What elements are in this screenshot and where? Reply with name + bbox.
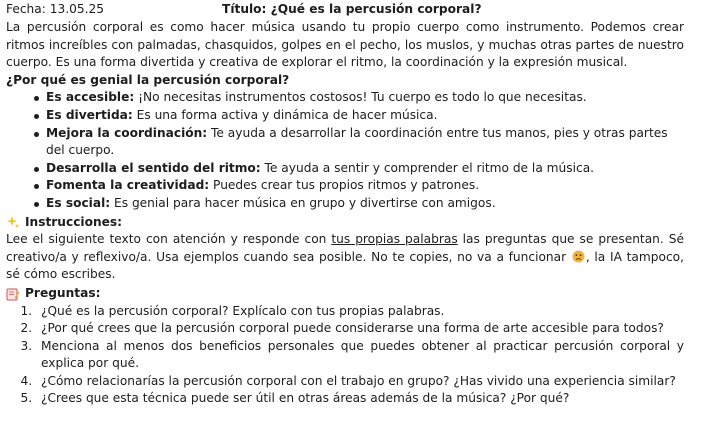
- list-item: 5. ¿Crees que esta técnica puede ser útil en otras áreas además de la música? ¿Por qué?: [36, 390, 684, 408]
- instructions-heading-row: [6, 214, 684, 232]
- sparkles-icon: [6, 215, 20, 229]
- benefit-title: Desarrolla el sentido del ritmo:: [46, 160, 261, 175]
- benefit-text: Te ayuda a desarrollar la coordinación entre tus manos, pies y otras partes del cuerpo.: [46, 125, 668, 158]
- instructions-underlined: tus propias palabras: [331, 232, 458, 247]
- benefit-text: Te ayuda a sentir y comprender el ritmo de la música.: [260, 160, 595, 175]
- instructions-heading: Instrucciones:: [25, 214, 123, 229]
- benefit-title: Mejora la coordinación:: [46, 125, 208, 140]
- sad-face-emoji: [572, 250, 585, 263]
- benefit-title: Es accesible:: [46, 90, 135, 105]
- list-item: [46, 107, 684, 125]
- benefit-text: Puedes crear tus propios ritmos y patrones.: [209, 178, 480, 193]
- questions-list: [6, 303, 684, 409]
- benefit-title: Es divertida:: [46, 107, 133, 122]
- questions-heading: Preguntas:: [25, 285, 101, 300]
- benefit-title: Fomenta la creatividad:: [46, 178, 210, 193]
- list-item: [46, 125, 684, 160]
- list-item: 4. ¿Cómo relacionarías la percusión corporal con el trabajo en grupo? ¿Has vivido una experiencia similar?: [36, 373, 684, 391]
- instructions-paragraph: [6, 231, 684, 284]
- why-heading: ¿Por qué es genial la percusión corporal?: [6, 72, 290, 87]
- list-item: [46, 89, 684, 107]
- benefit-text: ¡No necesitas instrumentos costosos! Tu cuerpo es todo lo que necesitas.: [134, 90, 587, 105]
- benefits-list: [6, 89, 684, 212]
- title-label: Título:: [222, 2, 267, 16]
- title-text: ¿Qué es la percusión corporal?: [270, 2, 482, 16]
- benefit-title: Es social:: [46, 195, 111, 210]
- instructions-text-2: las preguntas que se presentan. Sé creativo/a y reflexivo/a. Usa ejemplos cuando sea posible. No te copies, no va a funcionar: [6, 232, 684, 264]
- questions-heading-row: [6, 285, 684, 303]
- benefit-text: Es una forma activa y dinámica de hacer música.: [132, 107, 438, 122]
- instructions-text-3: , la IA tampoco, sé cómo escribes.: [6, 249, 684, 282]
- instructions-text-1: Lee el siguiente texto con atención y responde con: [6, 232, 332, 247]
- intro-paragraph: La percusión corporal es como hacer música usando tu propio cuerpo como instrumento. Podemos crear ritmos increíbles con palmadas, chasquidos, golpes en el pecho, los muslos, y muchas otras partes de nuestro cuerpo. Es una forma divertida y creativa de explorar el ritmo, la coordinación y la expresión musical.: [6, 20, 684, 70]
- list-item: 1. ¿Qué es la percusión corporal? Explícalo con tus propias palabras.: [36, 303, 684, 321]
- list-item: [46, 177, 684, 195]
- title: [222, 1, 482, 19]
- list-item: [46, 195, 684, 213]
- header-row: [6, 1, 684, 19]
- list-item: [46, 160, 684, 178]
- pencil-memo-icon: [6, 287, 20, 301]
- date-label: Fecha: 13.05.25: [6, 2, 104, 16]
- list-item: 2. ¿Por qué crees que la percusión corporal puede considerarse una forma de arte accesible para todos?: [36, 320, 684, 338]
- benefit-text: Es genial para hacer música en grupo y divertirse con amigos.: [110, 195, 496, 210]
- list-item: 3. Menciona al menos dos beneficios personales que puedes obtener al practicar percusión corporal y explica por qué.: [36, 338, 684, 373]
